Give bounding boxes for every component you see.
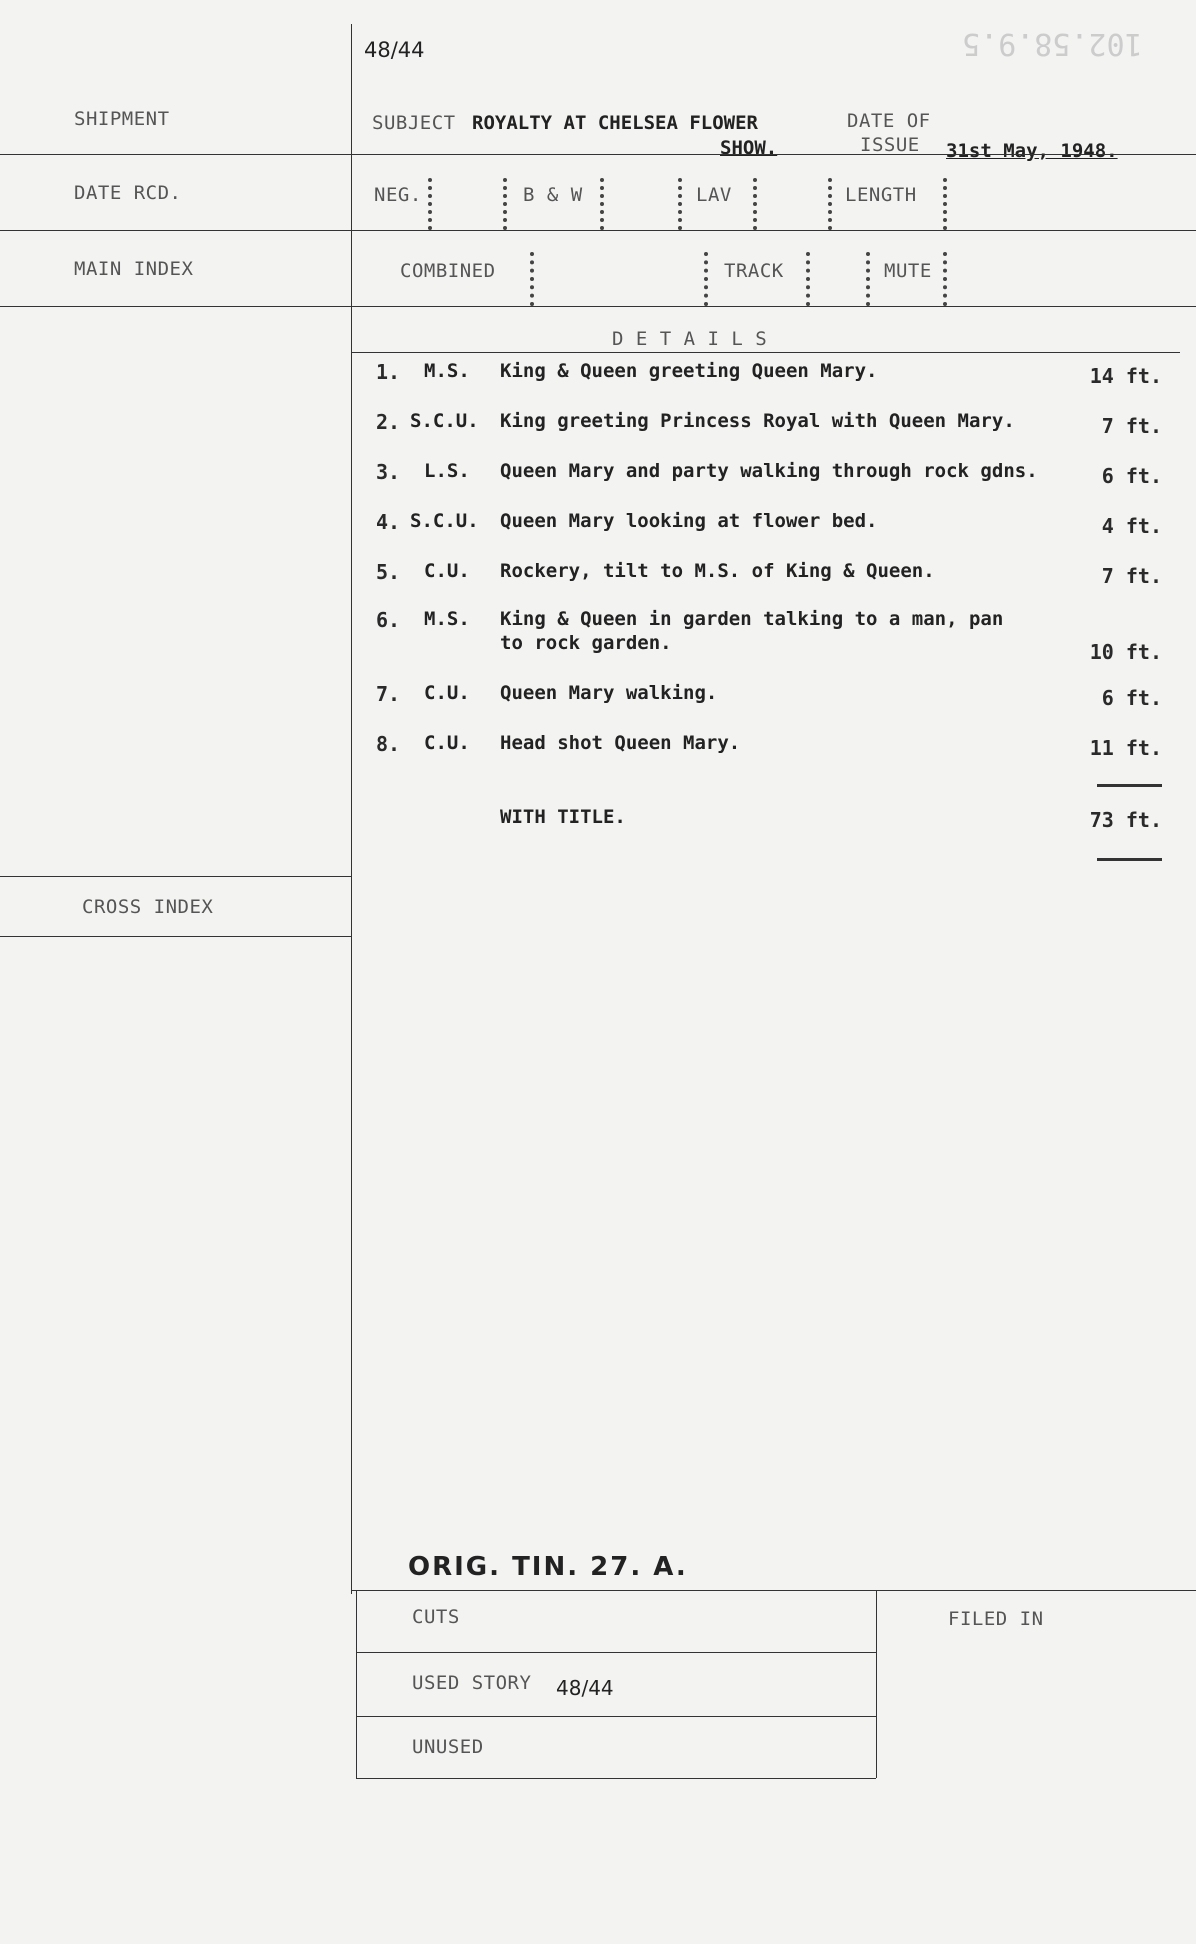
footer-rule-top [352, 1590, 1196, 1591]
detail-description: Queen Mary and party walking through rock gdns. [500, 460, 1038, 482]
total-rule-bottom [1097, 858, 1162, 861]
detail-description-continued: to rock garden. [500, 632, 672, 654]
detail-number: 4. [376, 510, 401, 534]
issue-label: ISSUE [860, 134, 920, 156]
detail-shot-type: C.U. [424, 732, 470, 754]
main-index-label: MAIN INDEX [74, 258, 194, 280]
shipment-label: SHIPMENT [74, 108, 170, 130]
cross-index-rule-top [0, 876, 352, 877]
subject-value-line1: ROYALTY AT CHELSEA FLOWER [472, 112, 758, 134]
combined-dotted-divider [530, 252, 534, 306]
detail-number: 5. [376, 560, 401, 584]
combined-label: COMBINED [400, 260, 496, 282]
length-dotted-divider-left [828, 178, 832, 230]
detail-description: King & Queen greeting Queen Mary. [500, 360, 878, 382]
orig-tin-note: ORIG. TIN. 27. A. [408, 1552, 688, 1582]
issue-date: 31st May, 1948. [946, 140, 1118, 162]
used-story-label: USED STORY [412, 1672, 532, 1694]
details-rule [352, 352, 1180, 353]
detail-length: 4 ft. [1101, 514, 1162, 538]
detail-length: 10 ft. [1089, 640, 1162, 664]
detail-shot-type: C.U. [424, 560, 470, 582]
detail-shot-type: S.C.U. [410, 410, 479, 432]
detail-number: 6. [376, 608, 401, 632]
length-dotted-divider-right [943, 178, 947, 230]
cuts-label: CUTS [412, 1606, 460, 1628]
detail-description: Queen Mary looking at flower bed. [500, 510, 878, 532]
detail-shot-type: S.C.U. [410, 510, 479, 532]
neg-dotted-divider [428, 178, 432, 230]
detail-number: 7. [376, 682, 401, 706]
used-story-value: 48/44 [556, 1676, 614, 1700]
detail-length: 7 ft. [1101, 564, 1162, 588]
track-dotted-divider-left [704, 252, 708, 306]
details-label: D E T A I L S [612, 328, 768, 350]
date-rcd-label: DATE RCD. [74, 182, 182, 204]
detail-description: Queen Mary walking. [500, 682, 718, 704]
header-rule-3 [0, 306, 1196, 307]
detail-length: 11 ft. [1089, 736, 1162, 760]
detail-description: Rockery, tilt to M.S. of King & Queen. [500, 560, 935, 582]
lav-dotted-divider-right [753, 178, 757, 230]
detail-length: 6 ft. [1101, 686, 1162, 710]
lav-dotted-divider-left [678, 178, 682, 230]
detail-length: 14 ft. [1089, 364, 1162, 388]
detail-shot-type: M.S. [424, 360, 470, 382]
track-label: TRACK [724, 260, 784, 282]
lav-label: LAV [696, 184, 732, 206]
total-label: WITH TITLE. [500, 806, 626, 828]
unused-label: UNUSED [412, 1736, 484, 1758]
mute-dotted-divider-right [943, 252, 947, 306]
detail-number: 8. [376, 732, 401, 756]
cross-index-rule-bottom [0, 936, 352, 937]
track-dotted-divider-right [806, 252, 810, 306]
header-rule-1 [0, 154, 1196, 155]
neg-label: NEG. [374, 184, 422, 206]
detail-description: King & Queen in garden talking to a man, pan [500, 608, 1004, 630]
footer-rule-bottom [356, 1778, 876, 1779]
footer-right-rule [876, 1590, 877, 1778]
header-rule-2 [0, 230, 1196, 231]
detail-number: 3. [376, 460, 401, 484]
detail-number: 1. [376, 360, 401, 384]
detail-shot-type: M.S. [424, 608, 470, 630]
detail-length: 7 ft. [1101, 414, 1162, 438]
bw-dotted-divider-right [600, 178, 604, 230]
filed-in-label: FILED IN [948, 1608, 1044, 1630]
bw-dotted-divider-left [503, 178, 507, 230]
cross-index-label: CROSS INDEX [82, 896, 214, 918]
main-vertical-rule [351, 24, 352, 1594]
subject-value-line2: SHOW. [720, 137, 778, 159]
footer-rule-cuts [356, 1652, 876, 1653]
detail-description: King greeting Princess Royal with Queen Mary. [500, 410, 1015, 432]
detail-description: Head shot Queen Mary. [500, 732, 741, 754]
subject-label: SUBJECT [372, 112, 456, 134]
bw-label: B & W [523, 184, 583, 206]
detail-shot-type: C.U. [424, 682, 470, 704]
length-label: LENGTH [845, 184, 917, 206]
total-length: 73 ft. [1089, 808, 1162, 832]
mute-dotted-divider-left [866, 252, 870, 306]
total-rule-top [1097, 784, 1162, 787]
date-of-label: DATE OF [847, 110, 931, 132]
detail-shot-type: L.S. [424, 460, 470, 482]
detail-length: 6 ft. [1101, 464, 1162, 488]
detail-number: 2. [376, 410, 401, 434]
reference-stamp: 102.58.9.5 [962, 26, 1143, 61]
footer-rule-used [356, 1716, 876, 1717]
mute-label: MUTE [884, 260, 932, 282]
footer-left-rule [356, 1590, 357, 1778]
story-number: 48/44 [364, 38, 425, 62]
